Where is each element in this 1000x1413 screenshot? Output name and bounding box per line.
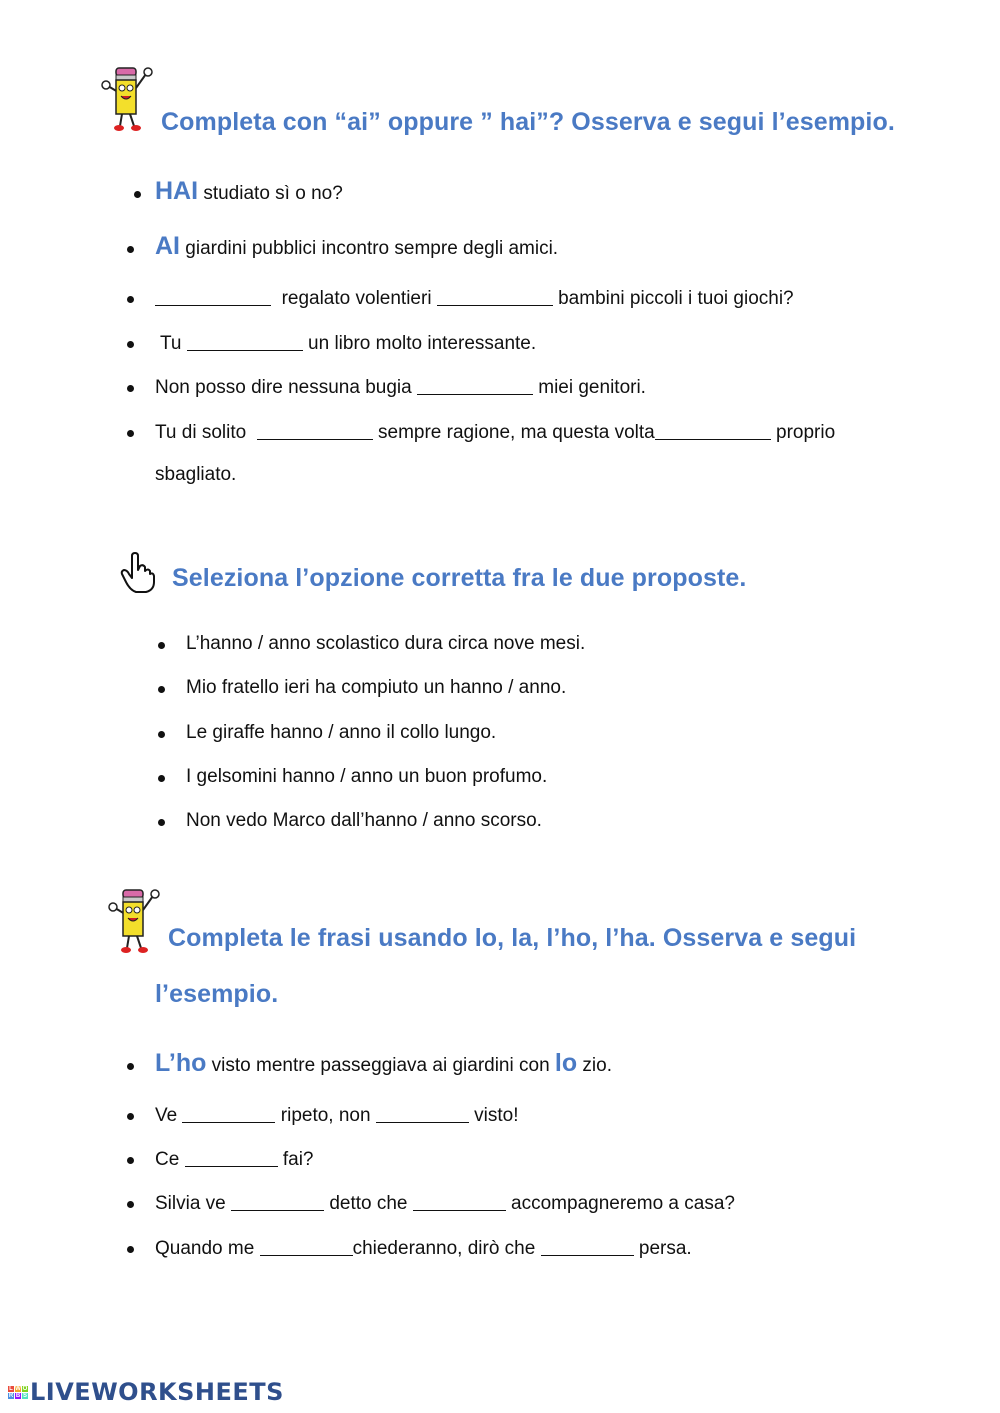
list-item[interactable]: Mio fratello ieri ha compiuto un hanno / anno. [186, 677, 567, 698]
item-text: zio. [577, 1055, 612, 1076]
logo-letter: O [22, 1385, 28, 1392]
blank-input[interactable] [260, 1237, 353, 1256]
bullet-icon [127, 246, 134, 253]
list-item[interactable]: Le giraffe hanno / anno il collo lungo. [186, 722, 497, 743]
section3-title-continuation: l’esempio. [155, 980, 279, 1008]
bullet-icon [127, 1246, 134, 1253]
bullet-icon [158, 819, 165, 826]
pencil-mascot-icon [105, 880, 165, 960]
list-item [155, 1148, 314, 1171]
example-answer: L’ho [155, 1049, 207, 1077]
pencil-mascot-icon [98, 58, 158, 138]
blank-input[interactable] [185, 1148, 278, 1167]
item-text: giardini pubblici incontro sempre degli amici. [180, 238, 559, 259]
item-text: accompagneremo a casa? [511, 1193, 735, 1214]
logo-letter: B [15, 1392, 21, 1399]
list-item [160, 332, 536, 355]
item-text: visto mentre passeggiava ai giardini con [206, 1055, 555, 1076]
list-item-continuation: sbagliato. [155, 464, 237, 485]
item-text: miei genitori. [538, 377, 646, 398]
bullet-icon [134, 191, 141, 198]
list-item[interactable]: Non vedo Marco dall’hanno / anno scorso. [186, 810, 542, 831]
item-text: chiederanno, dirò che [352, 1238, 536, 1259]
item-text: Ve [155, 1105, 178, 1126]
item-text: ripeto, non [280, 1105, 371, 1126]
example-answer: lo [554, 1049, 578, 1077]
list-item [155, 1049, 612, 1078]
section1-title: Completa con “ai” oppure ” hai”? Osserva e segui l’esempio. [161, 108, 895, 136]
blank-input[interactable] [231, 1192, 324, 1211]
bullet-icon [158, 775, 165, 782]
section3-title: Completa le frasi usando lo, la, l’ho, l’ha. Osserva e segui [168, 924, 857, 952]
bullet-icon [127, 1113, 134, 1120]
blank-input[interactable] [187, 332, 303, 351]
list-item [155, 1104, 518, 1127]
example-answer: AI [155, 232, 180, 260]
list-item [155, 376, 646, 399]
logo-letter: W [15, 1385, 21, 1392]
bullet-icon [127, 385, 134, 392]
list-item[interactable]: L’hanno / anno scolastico dura circa nove mesi. [186, 633, 586, 654]
bullet-icon [158, 686, 165, 693]
bullet-icon [127, 1063, 134, 1070]
bullet-icon [158, 642, 165, 649]
item-text: detto che [329, 1193, 408, 1214]
item-text: Tu [160, 333, 182, 354]
logo-letter: R [8, 1392, 14, 1399]
item-text: bambini piccoli i tuoi giochi? [558, 288, 794, 309]
item-text: Non posso dire nessuna bugia [155, 377, 412, 398]
item-text: fai? [282, 1149, 314, 1170]
bullet-icon [127, 1157, 134, 1164]
section2-title: Seleziona l’opzione corretta fra le due proposte. [172, 564, 747, 592]
blank-input[interactable] [437, 287, 553, 306]
blank-input[interactable] [413, 1192, 506, 1211]
item-text: Ce [155, 1149, 180, 1170]
item-text: Tu di solito [155, 422, 247, 443]
blank-input[interactable] [541, 1237, 634, 1256]
list-item[interactable]: I gelsomini hanno / anno un buon profumo. [186, 766, 548, 787]
item-text: Silvia ve [155, 1193, 226, 1214]
logo-letter: S [22, 1392, 27, 1399]
pointing-hand-icon [118, 552, 158, 594]
blank-input[interactable] [257, 421, 373, 440]
bullet-icon [127, 1201, 134, 1208]
item-text: studiato sì o no? [198, 183, 343, 204]
item-text: visto! [474, 1105, 519, 1126]
bullet-icon [127, 341, 134, 348]
item-text: sempre ragione, ma questa volta [378, 422, 655, 443]
list-item [155, 421, 835, 444]
list-item [155, 232, 558, 261]
list-item [155, 177, 343, 206]
blank-input[interactable] [655, 421, 771, 440]
blank-input[interactable] [155, 287, 271, 306]
example-answer: HAI [155, 177, 199, 205]
item-text: proprio [776, 422, 836, 443]
bullet-icon [127, 430, 134, 437]
bullet-icon [127, 296, 134, 303]
list-item [155, 1192, 735, 1215]
bullet-icon [158, 731, 165, 738]
blank-input[interactable] [182, 1104, 275, 1123]
blank-input[interactable] [376, 1104, 469, 1123]
item-text: persa. [638, 1238, 692, 1259]
logo-letter: L [9, 1385, 13, 1392]
item-text: Quando me [155, 1238, 255, 1259]
list-item [155, 1237, 692, 1260]
list-item [155, 287, 794, 310]
logo-text: LIVEWORKSHEETS [30, 1378, 284, 1406]
item-text: un libro molto interessante. [308, 333, 537, 354]
item-text: regalato volentieri [281, 288, 432, 309]
liveworksheets-logo[interactable] [8, 1378, 284, 1406]
blank-input[interactable] [417, 376, 533, 395]
logo-grid-icon [8, 1386, 28, 1399]
